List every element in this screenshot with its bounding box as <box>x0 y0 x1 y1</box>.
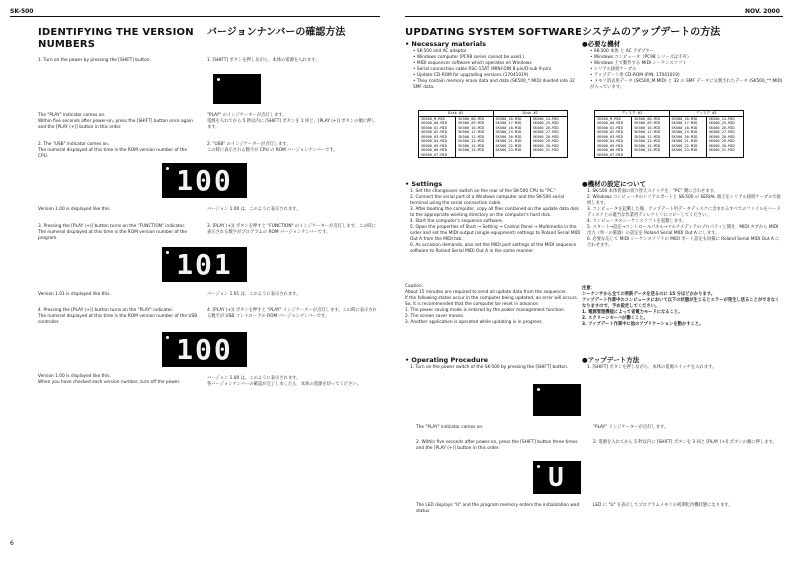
op-step2-en: 2. Within five seconds after power-on, press the [SHIFT] button three times and the [PLAY (+)] button in this order. <box>416 440 578 451</box>
file-name: SK500_14.MID <box>634 143 661 148</box>
settings-heading: • Settings <box>405 180 443 188</box>
file-name: SK500_08.MID <box>458 116 485 121</box>
materials-list <box>408 49 585 91</box>
file-name: SK500_07.MID <box>421 152 447 157</box>
file-name: SK500_18.MID <box>495 125 522 130</box>
list-item: • SK-500 and AC adaptor <box>413 49 585 55</box>
file-name: SK500_M.MID <box>597 116 621 121</box>
materials-heading-jp: ●必要な機材 <box>582 40 621 48</box>
file-name: SK500_15.MID <box>458 148 485 152</box>
title-identifying-version-jp: バージョンナンバーの確認方法 <box>207 27 346 38</box>
led-value-usb: 100 <box>176 333 233 366</box>
settings-list <box>410 189 582 255</box>
header-rule-right <box>405 16 783 17</box>
table-header: Disk #1 <box>419 111 494 117</box>
file-name: SK500_11.MID <box>458 130 485 134</box>
list-item: • Update CD-ROM for upgrading versions (17041019) <box>413 73 585 79</box>
led-dot-icon <box>217 78 220 81</box>
op-step2-jp: 2. 電源を入れてから 5 秒以内に [SHIFT] ボタンを 3 回と [PLAY (+)] ボタンの順に押します。 <box>593 440 777 445</box>
list-item: 6. 必要な応じて MIDI シーケンスソフトの MIDI ポート設定も同様に Roland Serial MIDI Out A に合わせます。 <box>587 237 780 248</box>
title-updating-system-jp: システムのアップデートの方法 <box>582 27 721 38</box>
file-name: SK500_29.MID <box>708 139 735 143</box>
led-value-program: 101 <box>176 248 233 281</box>
file-name: SK500_19.MID <box>671 130 698 134</box>
file-name: SK500_21.MID <box>671 139 698 143</box>
step2-jp: 2. "USB" のインジケーターが点灯します。 この時に表示される数字が CPU の ROM バージョンナンバーです。 <box>207 142 338 153</box>
file-name: SK500_31.MID <box>708 148 735 152</box>
list-item: • Windows computer (PC98 series cannot be used.) <box>413 55 585 61</box>
file-table-en <box>418 110 568 158</box>
file-name: SK500_12.MID <box>458 134 485 139</box>
version3-en: Version 1.00 is displayed like this. When you have checked each version number, turn off the power. <box>38 374 181 385</box>
file-table-jp <box>594 110 744 158</box>
list-item: 3. After booting the computer, copy all files contained on the update data disk to the appropriate working directory on the computer's hard disk. <box>410 207 579 218</box>
table-cell <box>669 116 706 158</box>
op-step1-en: 1. Turn on the power switch of the SK-500 by pressing the [SHIFT] button. <box>410 365 569 370</box>
led-display-version-usb <box>162 332 247 367</box>
title-updating-system: UPDATING SYSTEM SOFTWARE <box>405 27 583 38</box>
file-name: SK500_24.MID <box>532 116 559 121</box>
led-value-u: U <box>548 462 566 493</box>
list-item: • They contain memory erase data and data (SK500_*.MID) divided into 32 SMF data. <box>413 79 585 91</box>
file-name: SK500_06.MID <box>597 148 623 152</box>
u-status-jp: LED に "U" を表示してプログラムメモリの初期化待機状態になります。 <box>593 503 733 508</box>
file-name: SK500_28.MID <box>532 134 559 139</box>
file-name: SK500_13.MID <box>634 139 661 143</box>
file-name: SK500_17.MID <box>495 121 522 125</box>
file-name: SK500_03.MID <box>421 134 447 139</box>
file-name: SK500_12.MID <box>634 134 661 139</box>
file-name: SK500_19.MID <box>495 130 522 134</box>
file-name: SK500_27.MID <box>708 130 735 134</box>
materials-heading: • Necessary materials <box>405 40 486 48</box>
step3-jp: 3. [PLAY (+)] ボタンを押すと "FUNCTION" のインジケーターが点灯します。この時に表示される数字がプログラムの ROM バージョンナンバーです。 <box>207 224 376 235</box>
file-name: SK500_01.MID <box>597 125 623 130</box>
file-name: SK500_10.MID <box>634 125 661 130</box>
led-dot-icon <box>166 167 169 170</box>
file-name: SK500_24.MID <box>708 116 735 121</box>
led-display-version-program <box>162 247 247 282</box>
step1-en: 1. Turn on the power by pressing the [SHIFT] button. <box>38 58 151 63</box>
settings-heading-jp: ●機材の設定について <box>582 180 647 188</box>
list-item: 3. コンピュータを起動した後、アップデート用データディスクに含まれるすべてのファイルをハードディスク上の適当な作業用ディレクトリにコピーしてください。 <box>587 207 781 218</box>
led-value-cpu: 100 <box>176 164 233 197</box>
file-name: SK500_07.MID <box>597 152 623 157</box>
file-name: SK500_25.MID <box>532 121 559 125</box>
list-item: • Windows 上で動作する MIDI シーケンスソフト <box>590 61 785 67</box>
title-identifying-version: IDENTIFYING THE VERSION NUMBERS <box>38 27 194 50</box>
step1-jp: 1. [SHIFT] ボタンを押しながら、本体の電源を入れます。 <box>207 58 320 63</box>
file-name: SK500_10.MID <box>458 125 485 130</box>
step4-en: 4. Pressing the [PLAY (+)] button turns on the "PLAY" indicator. The numeral displayed at this time is the ROM version number of the USB controller. <box>38 308 198 325</box>
file-name: SK500_06.MID <box>421 148 447 152</box>
file-name: SK500_09.MID <box>458 121 485 125</box>
list-item: • MIDI sequencer software which operates on Windows <box>413 61 585 67</box>
header-date-right: NOV. 2000 <box>745 8 780 15</box>
file-name: SK500_M.MID <box>421 116 445 121</box>
step2-en: 2. The "USB" indicator comes on. The numeral displayed at this time is the ROM version number of the CPU. <box>38 142 188 159</box>
file-name: SK500_16.MID <box>671 116 698 121</box>
list-item: • アップデート用 CD-ROM (P/N: 17041019) <box>590 73 785 79</box>
u-status-en: The LED displays "U" and the program memory enters the initialization wait status. <box>416 503 580 514</box>
file-name: SK500_13.MID <box>458 139 485 143</box>
file-name: SK500_04.MID <box>421 139 447 143</box>
file-name: SK500_01.MID <box>421 125 447 130</box>
version1-jp: バージョン 1.00 は、このように表示されます。 <box>207 207 301 212</box>
led-dot-icon <box>166 251 169 254</box>
table-header: Disk #2 <box>493 111 568 117</box>
header-model-left: SK-500 <box>10 8 34 15</box>
version3-jp: バージョン 1.00 は、このように表示されます。 各バージョンナンバーの確認が完了しましたら、本体の電源を切ってください。 <box>207 376 361 387</box>
file-name: SK500_02.MID <box>421 130 447 134</box>
file-name: SK500_18.MID <box>671 125 698 130</box>
step4-jp: 4. [PLAY (+)] ボタンを押すと "PLAY" インジケーターが点灯します。この時に表示される数字が USB コントローラの ROM バージョンナンバーです。 <box>207 308 377 319</box>
header-rule-left <box>10 16 380 17</box>
table-cell <box>530 116 567 158</box>
list-item: 1. SK-500 本体背面の切り替えスイッチを、"PC" 側に合わせます。 <box>587 189 718 194</box>
file-name: SK500_04.MID <box>597 139 623 143</box>
play-indicator-en: The "PLAY" indicator comes on. <box>416 425 484 430</box>
led-dot-icon <box>537 388 540 391</box>
list-item: 1. Set the changeover switch on the rear of the SK-500 CPU to "PC." <box>410 189 557 194</box>
file-name: SK500_30.MID <box>708 143 735 148</box>
list-item: 4. コンピュータのシーケンスソフトを起動します。 <box>587 219 687 224</box>
list-item: 2. Windows コンピュータのシリアルポートと SK-500 の SERIAL 端子をシリアル接続ケーブルで接続します。 <box>587 195 781 206</box>
file-name: SK500_20.MID <box>495 134 522 139</box>
step3-en: 3. Pressing the [PLAY (+)] button turns on the "FUNCTION" indicator. The numeral displayed at this time is the ROM version number of the program. <box>38 224 188 241</box>
file-name: SK500_30.MID <box>532 143 559 148</box>
file-name: SK500_27.MID <box>532 130 559 134</box>
list-item: 5. Open the properties of Start → Setting → Control Panel → Multimedia in the order and set the MIDI output (single equipment) settings to Roland Serial MIDI Out A from the MIDI tab. <box>410 225 581 242</box>
file-name: SK500_14.MID <box>458 143 485 148</box>
file-name: SK500_23.MID <box>671 148 698 152</box>
list-item: • シリアル接続ケーブル <box>590 67 785 73</box>
table-cell <box>419 116 456 158</box>
table-header: ディスク #1 <box>595 111 670 117</box>
list-item: 4. Start the computer's sequence software. <box>410 219 504 224</box>
file-name: SK500_29.MID <box>532 139 559 143</box>
file-name: SK500_21.MID <box>495 139 522 143</box>
led-dot-icon <box>166 336 169 339</box>
play-indicator-jp: "PLAY" インジケーターが点灯します。 <box>593 425 669 430</box>
file-name: SK500_22.MID <box>671 143 698 148</box>
table-cell <box>595 116 632 158</box>
caution-note-jp: 注意： シーケンサから全ての更新データを送るのに 15 分ほどかかります。 アップデート作業中のコンピュータにおいて以下の状態が生じるとエラーが発生し送ることができなくなりますので、予め設定してください。 1. 電源管理機能によって省電力モードになること。 2. スクリーンセーバが働くこと。 3. アップデート作業中に他のアプリケーションを動かすこと。 <box>582 286 780 327</box>
table-cell <box>632 116 669 158</box>
note-play-jp: "PLAY" のインジケーターが点灯します。 電源を入れてから 5 秒以内に [SHIFT] ボタンを 1 回と、[PLAY (+)] ボタンの順に押します。 <box>207 113 376 130</box>
file-name: SK500_23.MID <box>495 148 522 152</box>
page-number: 6 <box>10 540 14 547</box>
led-dot-icon <box>537 465 540 468</box>
file-name: SK500_00.MID <box>421 121 447 125</box>
file-name: SK500_26.MID <box>532 125 559 130</box>
list-item: • Windows コンピュータ（PC98 シリーズは不可） <box>590 55 785 61</box>
file-name: SK500_05.MID <box>597 143 623 148</box>
file-name: SK500_16.MID <box>495 116 522 121</box>
led-display-blank-update <box>533 384 581 416</box>
file-name: SK500_09.MID <box>634 121 661 125</box>
table-cell <box>706 116 743 158</box>
file-name: SK500_26.MID <box>708 125 735 130</box>
op-step1-jp: 1. [SHIFT] ボタンを押しながら、本体の電源スイッチを入れます。 <box>587 365 717 370</box>
list-item: • メモリ消去用データ (SK500_M.MID) と 32 の SMF データに分割されたデータ (SK500_**.MID) が入っています。 <box>590 79 785 91</box>
table-header: ディスク #2 <box>669 111 744 117</box>
file-name: SK500_28.MID <box>708 134 735 139</box>
operating-heading-jp: ●アップデート方法 <box>582 356 640 364</box>
list-item: • Serial connection cable RSC-15AT (MINI-DIN 8-pin/D-sub 9-pin) <box>413 67 585 73</box>
table-cell <box>493 116 530 158</box>
list-item: • SK-500 本体 と AC アダプター <box>590 49 785 55</box>
file-name: SK500_08.MID <box>634 116 661 121</box>
operating-heading: • Operating Procedure <box>405 356 489 364</box>
version1-en: Version 1.00 is displayed like this. <box>38 207 111 212</box>
file-name: SK500_31.MID <box>532 148 559 152</box>
list-item: 2. Connect the serial port of a Windows computer and the SK-500 serial terminal using the serial connection cable. <box>410 195 565 206</box>
materials-list-jp <box>585 49 785 91</box>
caution-note: Caution: About 15 minutes are required to send all update data from the sequencer. If the following states occur in the computer being updated, an error will occurs. So, it is recommended that the computer be reset in advance. 1. The power saving mode is entered by the power management function. 2. The screen saver moves. 3. Another application is operated while updating is in progress. <box>405 284 579 325</box>
list-item: 6. As occasion demands, also set the MIDI port settings of the MIDI sequence software to Roland Serial MIDI Out A in the same manner. <box>410 243 577 254</box>
version2-en: Version 1.01 is displayed like this. <box>38 292 111 297</box>
led-display-u <box>533 461 581 494</box>
led-display-blank <box>213 74 261 104</box>
file-name: SK500_17.MID <box>671 121 698 125</box>
file-name: SK500_05.MID <box>421 143 447 148</box>
list-item: 5. スタート→設定→コントロールパネル→マルチメディアのプロパティと開き、MIDI タブから MIDI 出力（単一の楽器）の設定を Roland Serial MIDI Out A にします。 <box>587 225 779 236</box>
file-name: SK500_15.MID <box>634 148 661 152</box>
file-name: SK500_25.MID <box>708 121 735 125</box>
file-name: SK500_20.MID <box>671 134 698 139</box>
version2-jp: バージョン 1.01 は、このように表示されます。 <box>207 292 301 297</box>
file-name: SK500_03.MID <box>597 134 623 139</box>
file-name: SK500_11.MID <box>634 130 661 134</box>
led-display-version-cpu <box>162 163 247 198</box>
settings-list-jp <box>587 189 782 249</box>
table-cell <box>456 116 493 158</box>
file-name: SK500_22.MID <box>495 143 522 148</box>
file-name: SK500_02.MID <box>597 130 623 134</box>
note-play-en: The "PLAY" indicator comes on. Within five seconds after power-on, press the [SHIFT] button once again and the [PLAY (+)] button in this order. <box>38 113 193 130</box>
file-name: SK500_00.MID <box>597 121 623 125</box>
